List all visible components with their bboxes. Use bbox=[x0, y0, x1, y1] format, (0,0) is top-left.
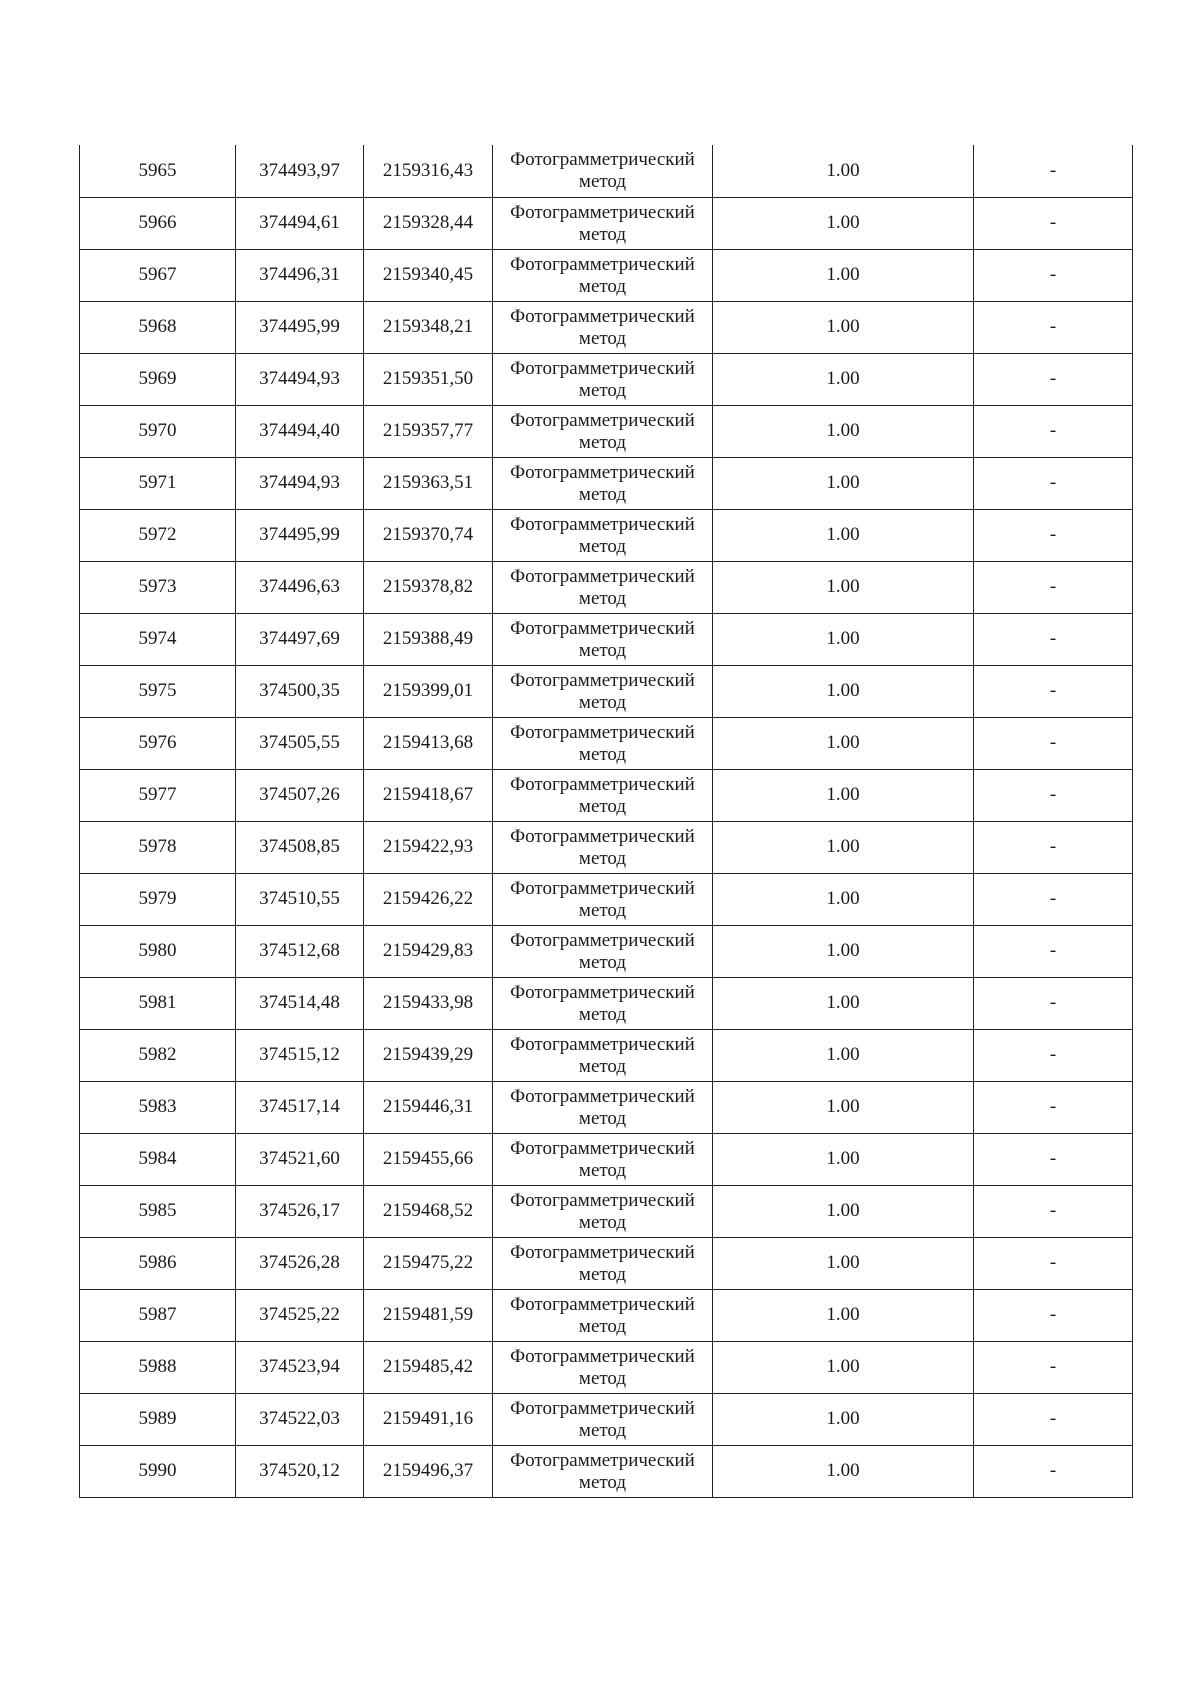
point-number-cell: 5984 bbox=[80, 1133, 236, 1185]
method-cell bbox=[493, 613, 713, 665]
note-cell: - bbox=[974, 665, 1133, 717]
x-coordinate-cell: 374507,26 bbox=[236, 769, 364, 821]
note-cell: - bbox=[974, 977, 1133, 1029]
coordinates-table bbox=[79, 145, 1133, 1498]
point-number-cell: 5980 bbox=[80, 925, 236, 977]
note-cell: - bbox=[974, 613, 1133, 665]
table-row bbox=[80, 1289, 1133, 1341]
y-coordinate-cell: 2159426,22 bbox=[364, 873, 493, 925]
method-text-line2: метод bbox=[578, 1263, 627, 1285]
accuracy-cell: 1.00 bbox=[713, 145, 974, 197]
note-cell: - bbox=[974, 1445, 1133, 1497]
method-cell bbox=[493, 457, 713, 509]
method-text-line1: Фотограмметрический bbox=[510, 1241, 695, 1263]
method-cell bbox=[493, 1237, 713, 1289]
method-text-line2: метод bbox=[578, 1315, 627, 1337]
x-coordinate-cell: 374496,63 bbox=[236, 561, 364, 613]
accuracy-cell: 1.00 bbox=[713, 665, 974, 717]
table-row bbox=[80, 457, 1133, 509]
x-coordinate-cell: 374512,68 bbox=[236, 925, 364, 977]
note-cell: - bbox=[974, 1237, 1133, 1289]
method-cell bbox=[493, 821, 713, 873]
table-row bbox=[80, 665, 1133, 717]
accuracy-cell: 1.00 bbox=[713, 1289, 974, 1341]
method-cell bbox=[493, 1185, 713, 1237]
method-text-line2: метод bbox=[578, 1471, 627, 1493]
method-text-line1: Фотограмметрический bbox=[510, 1397, 695, 1419]
accuracy-cell: 1.00 bbox=[713, 301, 974, 353]
x-coordinate-cell: 374500,35 bbox=[236, 665, 364, 717]
note-cell: - bbox=[974, 249, 1133, 301]
point-number-cell: 5990 bbox=[80, 1445, 236, 1497]
method-text-line2: метод bbox=[578, 795, 627, 817]
method-text-line1: Фотограмметрический bbox=[510, 1449, 695, 1471]
method-cell bbox=[493, 145, 713, 197]
point-number-cell: 5969 bbox=[80, 353, 236, 405]
note-cell: - bbox=[974, 1081, 1133, 1133]
point-number-cell: 5972 bbox=[80, 509, 236, 561]
y-coordinate-cell: 2159439,29 bbox=[364, 1029, 493, 1081]
point-number-cell: 5982 bbox=[80, 1029, 236, 1081]
table-row bbox=[80, 1393, 1133, 1445]
accuracy-cell: 1.00 bbox=[713, 977, 974, 1029]
method-cell bbox=[493, 301, 713, 353]
method-text-line2: метод bbox=[578, 171, 627, 193]
x-coordinate-cell: 374494,93 bbox=[236, 457, 364, 509]
table-row bbox=[80, 249, 1133, 301]
method-text-line2: метод bbox=[578, 223, 627, 245]
point-number-cell: 5965 bbox=[80, 145, 236, 197]
y-coordinate-cell: 2159328,44 bbox=[364, 197, 493, 249]
point-number-cell: 5974 bbox=[80, 613, 236, 665]
method-text-line2: метод bbox=[578, 1003, 627, 1025]
method-text-line2: метод bbox=[578, 1367, 627, 1389]
method-text-line1: Фотограмметрический bbox=[510, 1189, 695, 1211]
accuracy-cell: 1.00 bbox=[713, 613, 974, 665]
y-coordinate-cell: 2159418,67 bbox=[364, 769, 493, 821]
method-text-line2: метод bbox=[578, 275, 627, 297]
accuracy-cell: 1.00 bbox=[713, 1393, 974, 1445]
table-row bbox=[80, 405, 1133, 457]
point-number-cell: 5971 bbox=[80, 457, 236, 509]
accuracy-cell: 1.00 bbox=[713, 1133, 974, 1185]
x-coordinate-cell: 374526,28 bbox=[236, 1237, 364, 1289]
accuracy-cell: 1.00 bbox=[713, 405, 974, 457]
note-cell: - bbox=[974, 457, 1133, 509]
method-text-line1: Фотограмметрический bbox=[510, 1033, 695, 1055]
x-coordinate-cell: 374520,12 bbox=[236, 1445, 364, 1497]
method-text-line2: метод bbox=[578, 1159, 627, 1181]
x-coordinate-cell: 374522,03 bbox=[236, 1393, 364, 1445]
method-cell bbox=[493, 1029, 713, 1081]
method-cell bbox=[493, 197, 713, 249]
y-coordinate-cell: 2159468,52 bbox=[364, 1185, 493, 1237]
point-number-cell: 5968 bbox=[80, 301, 236, 353]
table-row bbox=[80, 197, 1133, 249]
note-cell: - bbox=[974, 1393, 1133, 1445]
method-text-line2: метод bbox=[578, 1419, 627, 1441]
method-cell bbox=[493, 405, 713, 457]
method-text-line2: метод bbox=[578, 587, 627, 609]
method-text-line1: Фотограмметрический bbox=[510, 461, 695, 483]
y-coordinate-cell: 2159357,77 bbox=[364, 405, 493, 457]
point-number-cell: 5970 bbox=[80, 405, 236, 457]
method-text-line1: Фотограмметрический bbox=[510, 305, 695, 327]
method-text-line2: метод bbox=[578, 431, 627, 453]
method-text-line2: метод bbox=[578, 1107, 627, 1129]
x-coordinate-cell: 374515,12 bbox=[236, 1029, 364, 1081]
method-cell bbox=[493, 353, 713, 405]
accuracy-cell: 1.00 bbox=[713, 1185, 974, 1237]
table-row bbox=[80, 509, 1133, 561]
method-cell bbox=[493, 665, 713, 717]
method-text-line2: метод bbox=[578, 535, 627, 557]
y-coordinate-cell: 2159370,74 bbox=[364, 509, 493, 561]
method-text-line1: Фотограмметрический bbox=[510, 565, 695, 587]
x-coordinate-cell: 374494,40 bbox=[236, 405, 364, 457]
accuracy-cell: 1.00 bbox=[713, 925, 974, 977]
y-coordinate-cell: 2159422,93 bbox=[364, 821, 493, 873]
method-text-line1: Фотограмметрический bbox=[510, 1085, 695, 1107]
method-text-line1: Фотограмметрический bbox=[510, 773, 695, 795]
method-text-line1: Фотограмметрический bbox=[510, 617, 695, 639]
coordinates-table-body bbox=[80, 145, 1133, 1497]
y-coordinate-cell: 2159491,16 bbox=[364, 1393, 493, 1445]
method-cell bbox=[493, 561, 713, 613]
table-row bbox=[80, 1185, 1133, 1237]
method-text-line2: метод bbox=[578, 951, 627, 973]
note-cell: - bbox=[974, 1029, 1133, 1081]
table-row bbox=[80, 1445, 1133, 1497]
table-row bbox=[80, 821, 1133, 873]
y-coordinate-cell: 2159433,98 bbox=[364, 977, 493, 1029]
method-text-line2: метод bbox=[578, 1211, 627, 1233]
method-text-line1: Фотограмметрический bbox=[510, 669, 695, 691]
note-cell: - bbox=[974, 561, 1133, 613]
x-coordinate-cell: 374523,94 bbox=[236, 1341, 364, 1393]
point-number-cell: 5983 bbox=[80, 1081, 236, 1133]
method-text-line1: Фотограмметрический bbox=[510, 721, 695, 743]
table-row bbox=[80, 925, 1133, 977]
note-cell: - bbox=[974, 301, 1133, 353]
note-cell: - bbox=[974, 769, 1133, 821]
table-row bbox=[80, 769, 1133, 821]
note-cell: - bbox=[974, 405, 1133, 457]
method-text-line1: Фотограмметрический bbox=[510, 1137, 695, 1159]
method-cell bbox=[493, 769, 713, 821]
y-coordinate-cell: 2159485,42 bbox=[364, 1341, 493, 1393]
y-coordinate-cell: 2159378,82 bbox=[364, 561, 493, 613]
note-cell: - bbox=[974, 1185, 1133, 1237]
accuracy-cell: 1.00 bbox=[713, 1445, 974, 1497]
method-text-line1: Фотограмметрический bbox=[510, 201, 695, 223]
point-number-cell: 5977 bbox=[80, 769, 236, 821]
method-text-line1: Фотограмметрический bbox=[510, 1345, 695, 1367]
note-cell: - bbox=[974, 717, 1133, 769]
y-coordinate-cell: 2159316,43 bbox=[364, 145, 493, 197]
note-cell: - bbox=[974, 873, 1133, 925]
accuracy-cell: 1.00 bbox=[713, 1237, 974, 1289]
accuracy-cell: 1.00 bbox=[713, 1081, 974, 1133]
note-cell: - bbox=[974, 1133, 1133, 1185]
accuracy-cell: 1.00 bbox=[713, 249, 974, 301]
method-text-line1: Фотограмметрический bbox=[510, 357, 695, 379]
method-cell bbox=[493, 873, 713, 925]
method-cell bbox=[493, 717, 713, 769]
table-row bbox=[80, 1341, 1133, 1393]
table-row bbox=[80, 977, 1133, 1029]
table-row bbox=[80, 301, 1133, 353]
y-coordinate-cell: 2159388,49 bbox=[364, 613, 493, 665]
point-number-cell: 5981 bbox=[80, 977, 236, 1029]
method-cell bbox=[493, 1445, 713, 1497]
x-coordinate-cell: 374526,17 bbox=[236, 1185, 364, 1237]
note-cell: - bbox=[974, 821, 1133, 873]
point-number-cell: 5985 bbox=[80, 1185, 236, 1237]
method-cell bbox=[493, 925, 713, 977]
accuracy-cell: 1.00 bbox=[713, 1341, 974, 1393]
method-text-line2: метод bbox=[578, 847, 627, 869]
accuracy-cell: 1.00 bbox=[713, 717, 974, 769]
method-text-line2: метод bbox=[578, 379, 627, 401]
method-text-line1: Фотограмметрический bbox=[510, 981, 695, 1003]
table-row bbox=[80, 873, 1133, 925]
point-number-cell: 5976 bbox=[80, 717, 236, 769]
accuracy-cell: 1.00 bbox=[713, 1029, 974, 1081]
accuracy-cell: 1.00 bbox=[713, 821, 974, 873]
accuracy-cell: 1.00 bbox=[713, 509, 974, 561]
y-coordinate-cell: 2159496,37 bbox=[364, 1445, 493, 1497]
table-row bbox=[80, 561, 1133, 613]
method-text-line2: метод bbox=[578, 743, 627, 765]
method-text-line1: Фотограмметрический bbox=[510, 1293, 695, 1315]
method-cell bbox=[493, 1341, 713, 1393]
method-text-line2: метод bbox=[578, 1055, 627, 1077]
x-coordinate-cell: 374505,55 bbox=[236, 717, 364, 769]
method-cell bbox=[493, 249, 713, 301]
method-text-line2: метод bbox=[578, 691, 627, 713]
x-coordinate-cell: 374494,61 bbox=[236, 197, 364, 249]
point-number-cell: 5989 bbox=[80, 1393, 236, 1445]
note-cell: - bbox=[974, 509, 1133, 561]
y-coordinate-cell: 2159340,45 bbox=[364, 249, 493, 301]
x-coordinate-cell: 374494,93 bbox=[236, 353, 364, 405]
method-cell bbox=[493, 977, 713, 1029]
accuracy-cell: 1.00 bbox=[713, 197, 974, 249]
method-text-line2: метод bbox=[578, 327, 627, 349]
method-cell bbox=[493, 1081, 713, 1133]
accuracy-cell: 1.00 bbox=[713, 457, 974, 509]
y-coordinate-cell: 2159481,59 bbox=[364, 1289, 493, 1341]
point-number-cell: 5966 bbox=[80, 197, 236, 249]
table-row bbox=[80, 145, 1133, 197]
method-cell bbox=[493, 1393, 713, 1445]
y-coordinate-cell: 2159363,51 bbox=[364, 457, 493, 509]
note-cell: - bbox=[974, 925, 1133, 977]
note-cell: - bbox=[974, 145, 1133, 197]
x-coordinate-cell: 374495,99 bbox=[236, 509, 364, 561]
x-coordinate-cell: 374493,97 bbox=[236, 145, 364, 197]
point-number-cell: 5986 bbox=[80, 1237, 236, 1289]
method-text-line1: Фотограмметрический bbox=[510, 253, 695, 275]
x-coordinate-cell: 374508,85 bbox=[236, 821, 364, 873]
y-coordinate-cell: 2159446,31 bbox=[364, 1081, 493, 1133]
table-row bbox=[80, 717, 1133, 769]
y-coordinate-cell: 2159413,68 bbox=[364, 717, 493, 769]
x-coordinate-cell: 374521,60 bbox=[236, 1133, 364, 1185]
point-number-cell: 5967 bbox=[80, 249, 236, 301]
accuracy-cell: 1.00 bbox=[713, 769, 974, 821]
method-cell bbox=[493, 1289, 713, 1341]
table-row bbox=[80, 1237, 1133, 1289]
table-row bbox=[80, 1029, 1133, 1081]
x-coordinate-cell: 374517,14 bbox=[236, 1081, 364, 1133]
point-number-cell: 5975 bbox=[80, 665, 236, 717]
table-row bbox=[80, 1133, 1133, 1185]
point-number-cell: 5988 bbox=[80, 1341, 236, 1393]
method-text-line2: метод bbox=[578, 899, 627, 921]
x-coordinate-cell: 374497,69 bbox=[236, 613, 364, 665]
table-row bbox=[80, 353, 1133, 405]
method-text-line1: Фотограмметрический bbox=[510, 513, 695, 535]
accuracy-cell: 1.00 bbox=[713, 353, 974, 405]
x-coordinate-cell: 374495,99 bbox=[236, 301, 364, 353]
method-text-line2: метод bbox=[578, 483, 627, 505]
y-coordinate-cell: 2159399,01 bbox=[364, 665, 493, 717]
method-text-line1: Фотограмметрический bbox=[510, 825, 695, 847]
y-coordinate-cell: 2159351,50 bbox=[364, 353, 493, 405]
y-coordinate-cell: 2159429,83 bbox=[364, 925, 493, 977]
y-coordinate-cell: 2159348,21 bbox=[364, 301, 493, 353]
table-row bbox=[80, 613, 1133, 665]
note-cell: - bbox=[974, 197, 1133, 249]
method-text-line1: Фотограмметрический bbox=[510, 149, 695, 171]
method-text-line2: метод bbox=[578, 639, 627, 661]
accuracy-cell: 1.00 bbox=[713, 561, 974, 613]
method-text-line1: Фотограмметрический bbox=[510, 409, 695, 431]
y-coordinate-cell: 2159475,22 bbox=[364, 1237, 493, 1289]
note-cell: - bbox=[974, 1289, 1133, 1341]
x-coordinate-cell: 374514,48 bbox=[236, 977, 364, 1029]
point-number-cell: 5987 bbox=[80, 1289, 236, 1341]
method-cell bbox=[493, 1133, 713, 1185]
accuracy-cell: 1.00 bbox=[713, 873, 974, 925]
method-cell bbox=[493, 509, 713, 561]
point-number-cell: 5973 bbox=[80, 561, 236, 613]
point-number-cell: 5979 bbox=[80, 873, 236, 925]
x-coordinate-cell: 374496,31 bbox=[236, 249, 364, 301]
method-text-line1: Фотограмметрический bbox=[510, 929, 695, 951]
x-coordinate-cell: 374525,22 bbox=[236, 1289, 364, 1341]
method-text-line1: Фотограмметрический bbox=[510, 877, 695, 899]
table-row bbox=[80, 1081, 1133, 1133]
y-coordinate-cell: 2159455,66 bbox=[364, 1133, 493, 1185]
x-coordinate-cell: 374510,55 bbox=[236, 873, 364, 925]
note-cell: - bbox=[974, 353, 1133, 405]
note-cell: - bbox=[974, 1341, 1133, 1393]
point-number-cell: 5978 bbox=[80, 821, 236, 873]
